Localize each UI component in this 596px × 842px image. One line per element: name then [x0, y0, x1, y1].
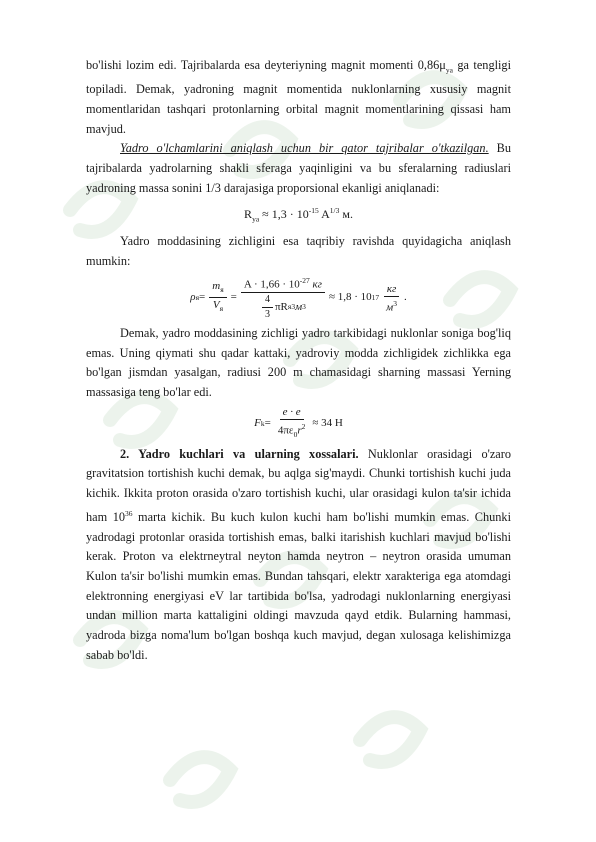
density-formula: ρ я = $\frac{m_я}{V_я}$ = $A \cdot 1,66 \cdot 10^{-27}$ кг $\frac{4}{3}$ πR я 3 м 3 ≈ 1,8 · 10 17 $\frac{кг}{м^3}$ . [190, 276, 407, 320]
radius-formula: $R_{ya} \approx 1,3 \cdot 10^{-15}$ $A^{1/3}$ м. [244, 206, 353, 224]
underlined-sentence: Yadro o'lchamlarini aniqlash uchun bir qator tajribalar o'tkazilgan. [120, 141, 489, 156]
coulomb-formula: F k = $\frac{e \cdot e}{4\pi\varepsilon_0r^2}$ ≈ 34 Н [254, 406, 343, 440]
paragraph-3: Yadro moddasining zichligini esa taqribiy ravishda quyidagicha aniqlash mumkin: [86, 234, 511, 269]
paragraph-4: Demak, yadro moddasining zichligi yadro tarkibidagi nuklonlar soniga bog'liq emas. Uning qiymati shu qadar kattaki, yadroviy modda zichligidek zichlikka ega bo'lgan jismdan yasalgan, radiusi 200 m chamasidagi sharning massasi Yerning massasiga teng bo'lar edi. [86, 325, 511, 399]
paragraph-5: 2. Yadro kuchlari va ularning xossalari. Nuklonlar orasidagi o'zaro gravitatsion tortishish kuchi demak, bu aqlga sig'maydi. Chunki tortishish kuchi juda kichik. Ikkita proton orasida o'zaro tortishish kuchi, ular orasidagi kulon ta'sir ichida ham $10^{36}$ marta kichik. Bu kuch kulon kuchi ham bo'lishi mumkin emas. Chunki yadrodagi protonlar orasida tortishish emas, balki itarishish kuchlari mavjud bo'lishi kerak. Proton va elektrneytral neyton hamda neytron – neytron orasida umuman Kulon ta'sir bo'lishi mumkin emas. Bundan tahsqari, elektr xarakteriga ega atomdagi elektronning energiyasi eV lar tartibida bo'lsa, yadrodagi nuklonlarning energiyasi undan million marta kattaligini oldingi mavzuda qayd etdik. Bularning hammasi, yadroda bizga noma'lum bo'lgan boshqa kuch mavjud, degan xulosaga kelishimizga sabab bo'ldi. [86, 446, 512, 662]
watermark: ​ [43, 95, 77, 139]
paragraph-1: bo'lishi lozim edi. Tajribalarda esa deyteriyning magnit momenti $0,86\mu_{ya}$ ga tengligi topiladi. Demak, yadroning magnit momentida nuklonlarning xususiy magnit momentlaridan tashqari protonlarning orbital magnit momentlarining qissasi ham mavjud. [86, 58, 511, 136]
paragraph-2: Yadro o'lchamlarini aniqlash uchun bir qator tajribalar o'tkazilgan. Bu tajribalarda yadrolarning shakli sferaga yaqinligini va bu sferalarning radiuslari yadroning massa sonini 1/3 darajasiga proporsional ekanligi aniqlanadi: [86, 141, 511, 195]
page-content [86, 56, 511, 666]
section-title: 2. Yadro kuchlari va ularning xossalari. [120, 446, 359, 461]
